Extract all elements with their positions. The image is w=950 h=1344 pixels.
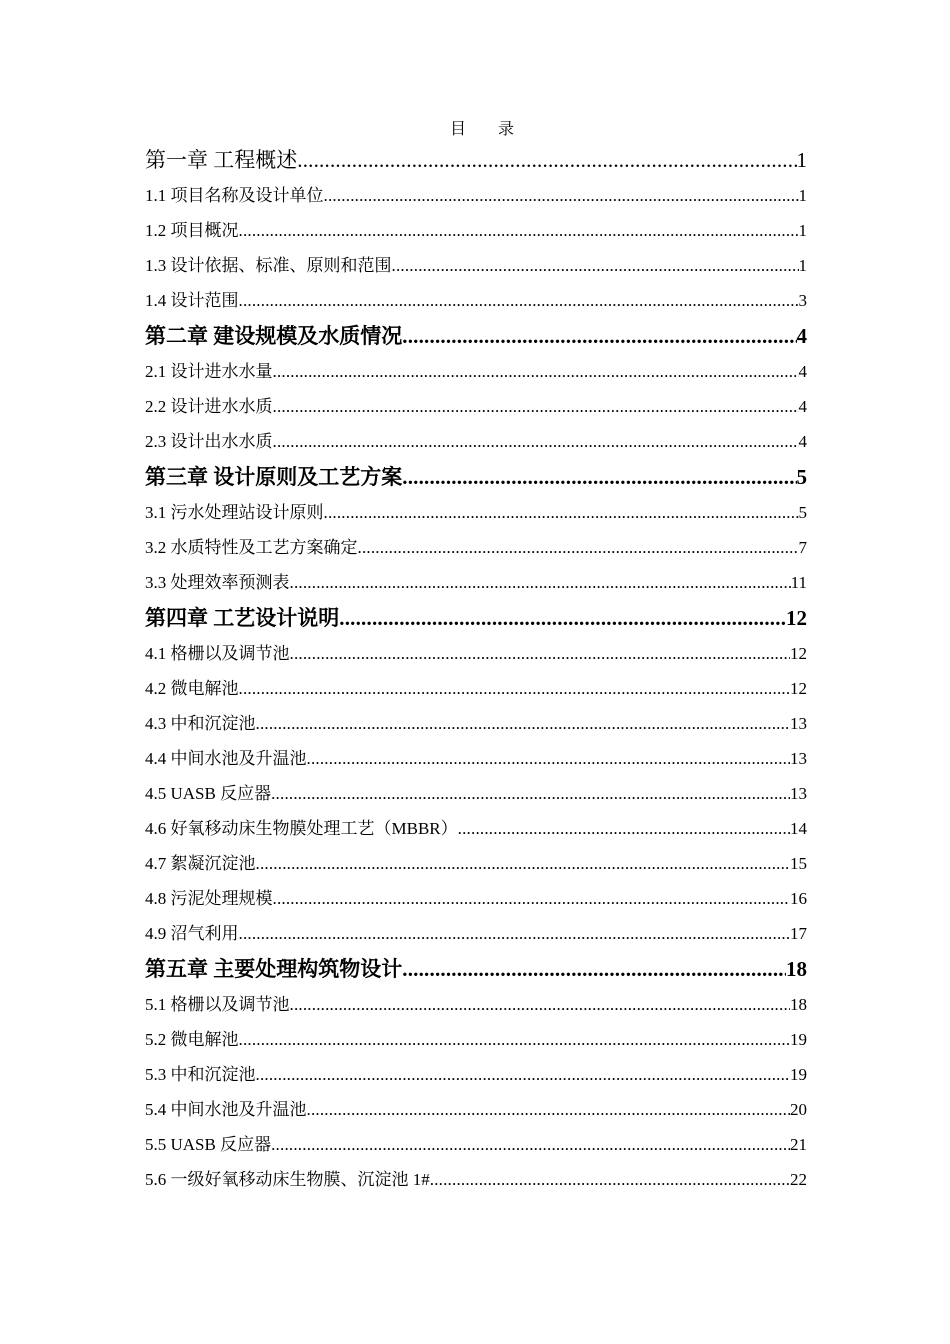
toc-section-entry[interactable] bbox=[145, 178, 807, 213]
toc-page-number: 7 bbox=[798, 538, 807, 557]
toc-leader-dots bbox=[324, 495, 799, 530]
toc-section-entry[interactable] bbox=[145, 248, 807, 283]
toc-entry-label: 1.4 设计范围 bbox=[145, 291, 239, 310]
toc-page-number: 18 bbox=[786, 957, 807, 981]
toc-entry-label: 5.1 格栅以及调节池 bbox=[145, 995, 290, 1014]
toc-leader-dots bbox=[271, 776, 790, 811]
toc-section-entry[interactable] bbox=[145, 389, 807, 424]
toc-section-entry[interactable] bbox=[145, 213, 807, 248]
toc-entry-label: 3.1 污水处理站设计原则 bbox=[145, 503, 324, 522]
toc-leader-dots bbox=[256, 846, 791, 881]
toc-leader-dots bbox=[273, 881, 791, 916]
toc-page-number: 4 bbox=[798, 432, 807, 451]
toc-page-number: 5 bbox=[798, 503, 807, 522]
toc-entry-label: 4.9 沼气利用 bbox=[145, 924, 239, 943]
toc-section-entry[interactable] bbox=[145, 1022, 807, 1057]
toc-entry-label: 4.3 中和沉淀池 bbox=[145, 714, 256, 733]
toc-page-number: 3 bbox=[798, 291, 807, 310]
toc-page-number: 1 bbox=[796, 148, 807, 172]
toc-leader-dots bbox=[273, 354, 799, 389]
toc-page-number: 4 bbox=[798, 397, 807, 416]
toc-section-entry[interactable] bbox=[145, 881, 807, 916]
toc-page-number: 15 bbox=[790, 854, 807, 873]
toc-section-entry[interactable] bbox=[145, 495, 807, 530]
toc-page-number: 12 bbox=[790, 679, 807, 698]
toc-leader-dots bbox=[324, 178, 799, 213]
toc-entry-label: 4.5 UASB 反应器 bbox=[145, 784, 272, 803]
toc-leader-dots bbox=[239, 283, 799, 318]
toc-section-entry[interactable] bbox=[145, 283, 807, 318]
toc-section-entry[interactable] bbox=[145, 706, 807, 741]
toc-entry-label: 4.4 中间水池及升温池 bbox=[145, 749, 307, 768]
toc-entry-label: 4.2 微电解池 bbox=[145, 679, 239, 698]
toc-section-entry[interactable] bbox=[145, 776, 807, 811]
toc-entry-label: 4.7 絮凝沉淀池 bbox=[145, 854, 256, 873]
toc-section-entry[interactable] bbox=[145, 916, 807, 951]
toc-leader-dots bbox=[273, 389, 799, 424]
toc-section-entry[interactable] bbox=[145, 811, 807, 846]
toc-leader-dots bbox=[271, 1127, 790, 1162]
toc-section-entry[interactable] bbox=[145, 636, 807, 671]
toc-entry-label: 2.3 设计出水水质 bbox=[145, 432, 273, 451]
toc-chapter-entry[interactable] bbox=[145, 951, 807, 987]
toc-leader-dots bbox=[290, 636, 791, 671]
toc-entry-label: 5.5 UASB 反应器 bbox=[145, 1135, 272, 1154]
toc-page-number: 1 bbox=[798, 221, 807, 240]
toc-chapter-entry[interactable] bbox=[145, 142, 807, 178]
toc-page-number: 13 bbox=[790, 714, 807, 733]
toc-page-number: 22 bbox=[790, 1170, 807, 1189]
toc-entry-label: 第四章 工艺设计说明 bbox=[145, 606, 340, 630]
toc-entry-label: 4.8 污泥处理规模 bbox=[145, 889, 273, 908]
toc-page-number: 12 bbox=[786, 606, 807, 630]
toc-section-entry[interactable] bbox=[145, 424, 807, 459]
toc-chapter-entry[interactable] bbox=[145, 459, 807, 495]
toc-page-number: 19 bbox=[790, 1030, 807, 1049]
toc-page-number: 4 bbox=[796, 324, 807, 348]
toc-page-number: 19 bbox=[790, 1065, 807, 1084]
toc-entry-label: 5.3 中和沉淀池 bbox=[145, 1065, 256, 1084]
toc-entry-label: 2.1 设计进水水量 bbox=[145, 362, 273, 381]
toc-entry-label: 1.2 项目概况 bbox=[145, 221, 239, 240]
toc-page-number: 13 bbox=[790, 749, 807, 768]
toc-page-number: 4 bbox=[798, 362, 807, 381]
toc-leader-dots bbox=[273, 424, 799, 459]
toc-page-number: 16 bbox=[790, 889, 807, 908]
toc-entry-label: 5.6 一级好氧移动床生物膜、沉淀池 1# bbox=[145, 1170, 430, 1189]
toc-leader-dots bbox=[239, 213, 799, 248]
toc-leader-dots bbox=[297, 142, 796, 178]
toc-section-entry[interactable] bbox=[145, 741, 807, 776]
toc-leader-dots bbox=[402, 318, 796, 354]
toc-page-number: 20 bbox=[790, 1100, 807, 1119]
toc-section-entry[interactable] bbox=[145, 565, 807, 600]
toc-leader-dots bbox=[458, 811, 790, 846]
toc-leader-dots bbox=[392, 248, 799, 283]
toc-section-entry[interactable] bbox=[145, 1057, 807, 1092]
toc-leader-dots bbox=[290, 987, 791, 1022]
toc-entry-label: 1.3 设计依据、标准、原则和范围 bbox=[145, 256, 392, 275]
toc-entry-label: 3.3 处理效率预测表 bbox=[145, 573, 290, 592]
toc-leader-dots bbox=[402, 951, 786, 987]
toc-leader-dots bbox=[402, 459, 796, 495]
toc-page-number: 13 bbox=[790, 784, 807, 803]
toc-leader-dots bbox=[239, 1022, 791, 1057]
toc-page-number: 21 bbox=[790, 1135, 807, 1154]
toc-leader-dots bbox=[339, 600, 786, 636]
toc-page-number: 1 bbox=[798, 186, 807, 205]
toc-entry-label: 第一章 工程概述 bbox=[145, 148, 298, 172]
toc-entry-label: 第五章 主要处理构筑物设计 bbox=[145, 957, 403, 981]
toc-section-entry[interactable] bbox=[145, 987, 807, 1022]
toc-entry-label: 4.1 格栅以及调节池 bbox=[145, 644, 290, 663]
toc-page-number: 5 bbox=[796, 465, 807, 489]
toc-page-number: 12 bbox=[790, 644, 807, 663]
toc-section-entry[interactable] bbox=[145, 530, 807, 565]
toc-entry-label: 1.1 项目名称及设计单位 bbox=[145, 186, 324, 205]
toc-entry-label: 3.2 水质特性及工艺方案确定 bbox=[145, 538, 358, 557]
toc-entry-label: 第二章 建设规模及水质情况 bbox=[145, 324, 403, 348]
toc-page-number: 1 bbox=[798, 256, 807, 275]
toc-entry-label: 4.6 好氧移动床生物膜处理工艺（MBBR） bbox=[145, 819, 458, 838]
toc-entry-label: 5.2 微电解池 bbox=[145, 1030, 239, 1049]
toc-leader-dots bbox=[239, 671, 791, 706]
toc-section-entry[interactable] bbox=[145, 1127, 807, 1162]
toc-leader-dots bbox=[256, 1057, 791, 1092]
toc-section-entry[interactable] bbox=[145, 1092, 807, 1127]
toc-leader-dots bbox=[430, 1162, 790, 1197]
table-of-contents bbox=[145, 142, 807, 1197]
toc-section-entry[interactable] bbox=[145, 1162, 807, 1197]
toc-page-number: 17 bbox=[790, 924, 807, 943]
toc-leader-dots bbox=[358, 530, 799, 565]
toc-entry-label: 2.2 设计进水水质 bbox=[145, 397, 273, 416]
toc-page-number: 18 bbox=[790, 995, 807, 1014]
toc-title: 目 录 bbox=[449, 121, 528, 138]
toc-leader-dots bbox=[256, 706, 791, 741]
toc-page-number: 14 bbox=[790, 819, 807, 838]
toc-entry-label: 5.4 中间水池及升温池 bbox=[145, 1100, 307, 1119]
toc-section-entry[interactable] bbox=[145, 354, 807, 389]
toc-section-entry[interactable] bbox=[145, 846, 807, 881]
toc-leader-dots bbox=[307, 741, 791, 776]
toc-page-number: 11 bbox=[790, 573, 807, 592]
toc-chapter-entry[interactable] bbox=[145, 600, 807, 636]
toc-chapter-entry[interactable] bbox=[145, 318, 807, 354]
toc-entry-label: 第三章 设计原则及工艺方案 bbox=[145, 465, 403, 489]
toc-section-entry[interactable] bbox=[145, 671, 807, 706]
toc-leader-dots bbox=[307, 1092, 791, 1127]
toc-leader-dots bbox=[290, 565, 791, 600]
toc-leader-dots bbox=[239, 916, 791, 951]
